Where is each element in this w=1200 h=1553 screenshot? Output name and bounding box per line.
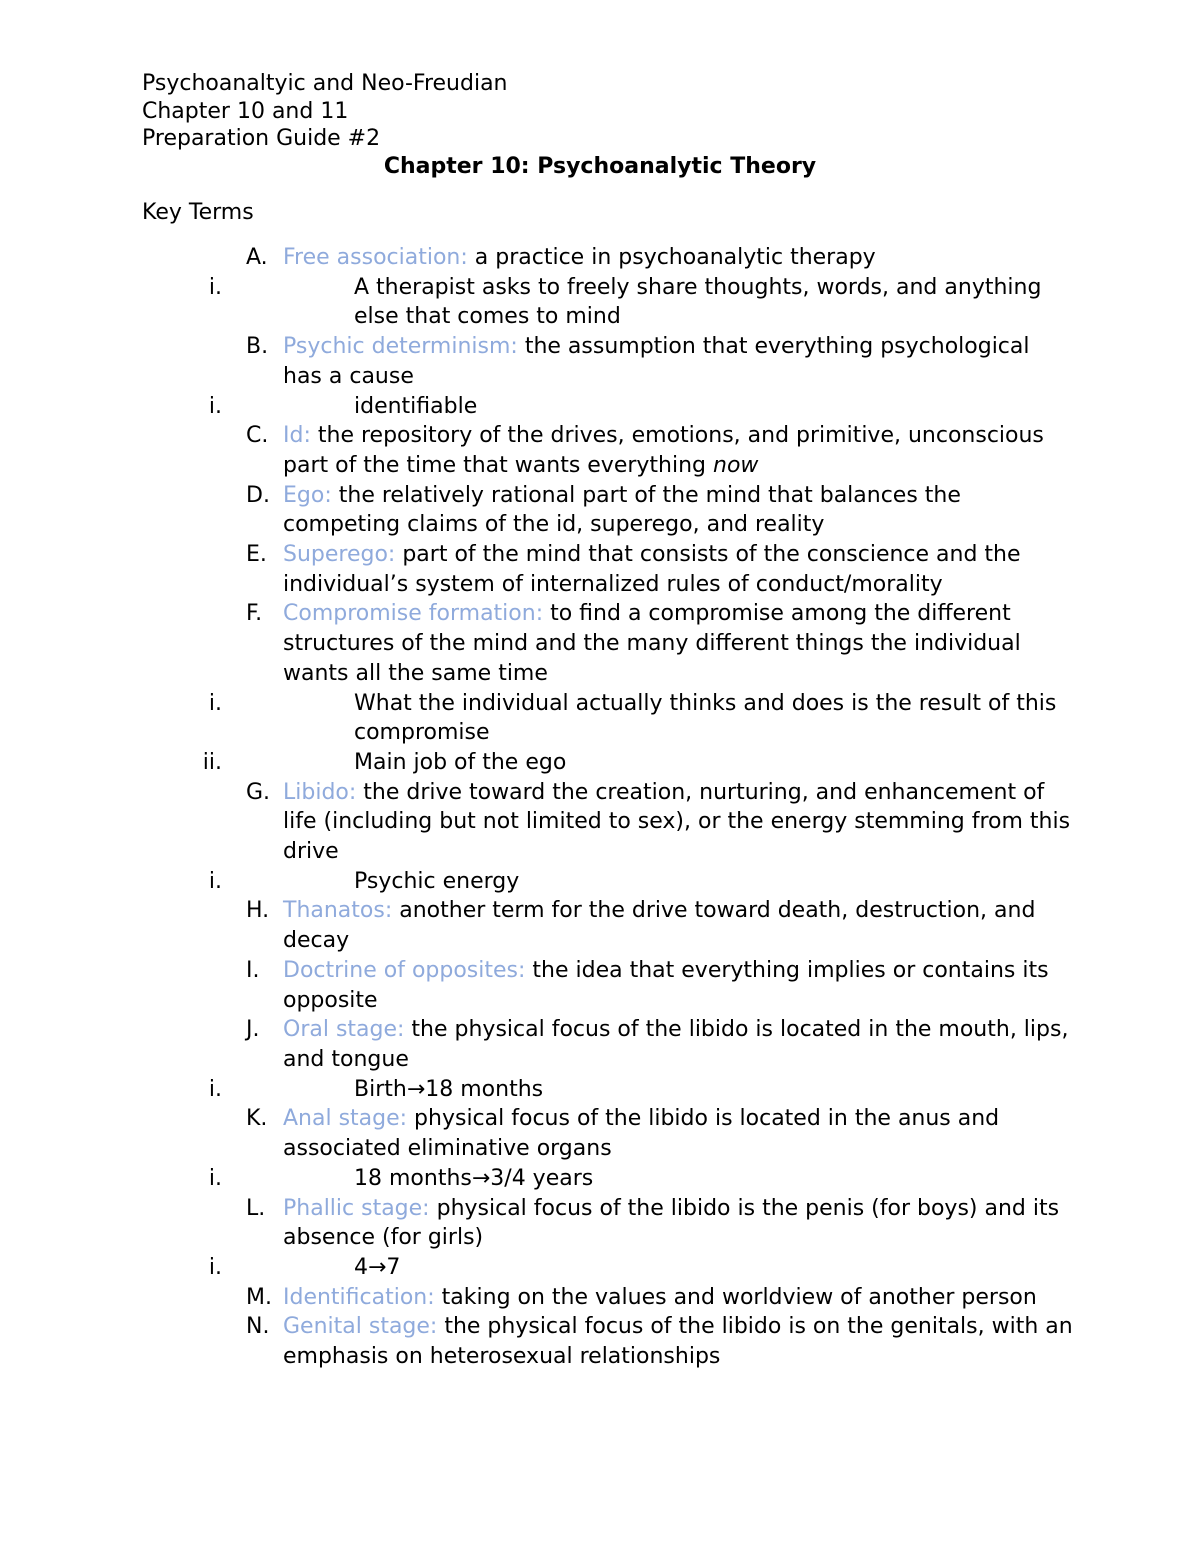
term-definition: physical focus of the libido is located in the anus and associated eliminative organs	[283, 1106, 1000, 1162]
term-name: Ego:	[283, 482, 332, 508]
term-item	[0, 1104, 1073, 1163]
guide-title: Preparation Guide #2	[142, 126, 381, 151]
term-definition: part of the mind that consists of the conscience and the individual’s system of internalized rules of conduct/morality	[283, 542, 1021, 597]
sub-item-text: 4→7	[354, 1254, 401, 1280]
term-definition: the drive toward the creation, nurturing, and enhancement of life (including but not limited to sex), or the energy stemming from this drive	[283, 779, 1071, 865]
term-item	[0, 540, 1073, 599]
term-name: Phallic stage:	[283, 1195, 430, 1221]
term-letter: F.	[246, 601, 263, 627]
term-name: Compromise formation:	[283, 601, 544, 627]
sub-item	[0, 392, 1074, 422]
sub-item-number: i.	[208, 1165, 222, 1191]
term-letter: I.	[246, 957, 260, 983]
sub-item-number: i.	[208, 690, 222, 716]
term-letter: J.	[246, 1017, 260, 1043]
term-item	[0, 1312, 1073, 1371]
sub-item	[0, 1075, 1074, 1105]
document-header	[142, 70, 508, 153]
sub-item-number: i.	[208, 274, 222, 300]
chapter-title: Chapter 10: Psychoanalytic Theory	[383, 154, 817, 179]
term-item	[0, 332, 1073, 391]
term-letter: A.	[246, 245, 268, 270]
term-item	[0, 1194, 1073, 1253]
term-letter: E.	[246, 542, 267, 568]
term-definition: another term for the drive toward death, destruction, and decay	[283, 898, 1036, 954]
term-name: Thanatos:	[283, 898, 393, 924]
sub-item-number: ii.	[202, 749, 222, 775]
term-item	[0, 243, 1073, 273]
sub-item-number: i.	[208, 393, 222, 419]
sub-item	[0, 748, 1074, 778]
term-name: Superego:	[283, 542, 396, 568]
sub-item	[0, 689, 1074, 748]
term-item	[0, 1015, 1073, 1074]
sub-item-number: i.	[208, 868, 222, 894]
sub-item-text: Birth→18 months	[354, 1076, 544, 1102]
sub-item	[0, 1253, 1074, 1283]
term-name: Genital stage:	[283, 1314, 438, 1340]
term-name: Id:	[283, 423, 311, 449]
term-definition: to find a compromise among the different structures of the mind and the many different things the individual wants all the same time	[283, 601, 1021, 686]
sub-item-text: identifiable	[354, 393, 478, 419]
sub-item-text: Main job of the ego	[354, 749, 567, 775]
term-name: Libido:	[283, 779, 357, 805]
term-name: Anal stage:	[283, 1106, 408, 1132]
sub-item-number: i.	[208, 1076, 222, 1102]
term-letter: G.	[246, 779, 271, 805]
term-definition: the repository of the drives, emotions, and primitive, unconscious part of the time that wants everything	[283, 423, 1044, 478]
sub-item-text: What the individual actually thinks and does is the result of this compromise	[354, 690, 1057, 746]
chapter-range: Chapter 10 and 11	[142, 98, 349, 124]
term-item	[0, 1283, 1073, 1313]
term-definition: the physical focus of the libido is located in the mouth, lips, and tongue	[283, 1017, 1069, 1072]
term-letter: B.	[246, 334, 269, 360]
sub-item-text: A therapist asks to freely share thoughts, words, and anything else that comes to mind	[354, 274, 1042, 330]
term-definition: the assumption that everything psychological has a cause	[283, 334, 1030, 389]
term-letter: K.	[246, 1106, 268, 1132]
sub-item-text: 18 months→3/4 years	[354, 1165, 594, 1191]
term-definition: the idea that everything implies or contains its opposite	[283, 957, 1049, 1013]
term-letter: L.	[246, 1195, 266, 1221]
term-item	[0, 481, 1073, 540]
sub-item-text: Psychic energy	[354, 868, 520, 894]
term-letter: N.	[246, 1314, 270, 1340]
term-item	[0, 599, 1073, 688]
term-name: Oral stage:	[283, 1017, 405, 1043]
term-definition: the physical focus of the libido is on the genitals, with an emphasis on heterosexual relationships	[283, 1314, 1073, 1370]
term-definition: the relatively rational part of the mind that balances the competing claims of the id, superego, and reality	[283, 482, 961, 538]
term-item	[0, 896, 1073, 955]
term-name: Free association:	[283, 245, 468, 270]
term-definition: a practice in psychoanalytic therapy	[467, 245, 876, 270]
key-terms-heading: Key Terms	[142, 200, 254, 225]
term-item	[0, 778, 1073, 867]
term-item	[0, 421, 1073, 480]
term-letter: M.	[246, 1284, 272, 1310]
key-terms-list	[0, 243, 1200, 1372]
term-letter: D.	[246, 482, 270, 508]
term-letter: C.	[246, 423, 269, 449]
sub-item	[0, 1164, 1074, 1194]
sub-item	[0, 273, 1074, 332]
term-letter: H.	[246, 898, 270, 924]
term-definition: physical focus of the libido is the penis (for boys) and its absence (for girls)	[283, 1195, 1060, 1251]
term-item	[0, 956, 1073, 1015]
term-definition: taking on the values and worldview of another person	[434, 1284, 1037, 1310]
course-title: Psychoanaltyic and Neo-Freudian	[142, 71, 508, 96]
term-name: Doctrine of opposites:	[283, 957, 526, 983]
sub-item-number: i.	[208, 1254, 222, 1280]
term-emphasis: now	[713, 452, 759, 478]
term-name: Psychic determinism:	[283, 334, 518, 360]
sub-item	[0, 867, 1074, 897]
term-name: Identification:	[283, 1284, 435, 1310]
